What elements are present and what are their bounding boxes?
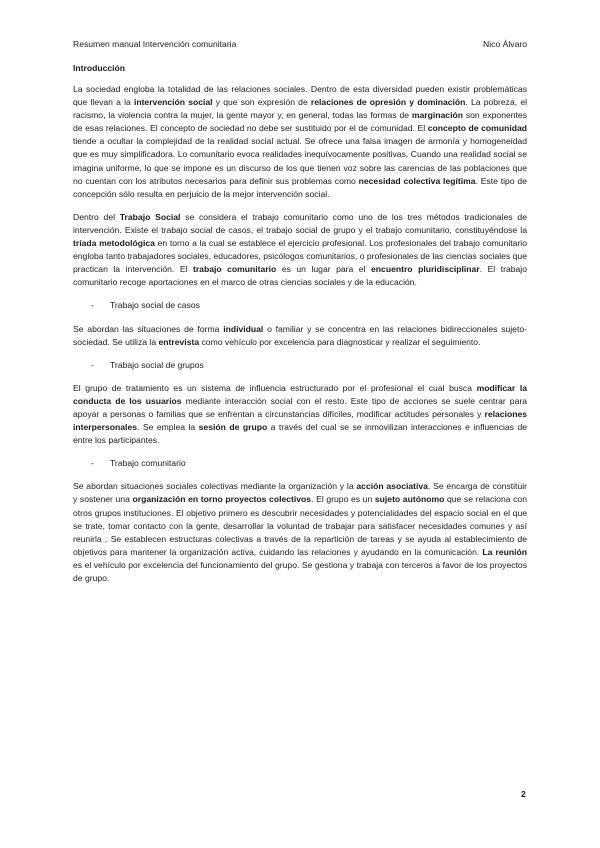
text-run: y que son expresión de xyxy=(212,97,311,108)
text-run: o familiar y se concentra en las relaciones bidireccionales sujeto-sociedad. Se utiliza la xyxy=(73,323,527,347)
bold-term: sesión de grupo xyxy=(198,422,268,433)
bold-term: entrevista xyxy=(158,336,200,347)
list-item-label: Trabajo social de casos xyxy=(110,300,200,311)
text-run: en torno a la cual se establece el ejercicio profesional. Los profesionales del trabajo comunitario engloba tanto trabajadores sociales, educadores, psicólogos comunitarios, o profesionales de las ciencias sociales que practican la intervención. El xyxy=(73,238,527,275)
text-run: son exponentes de esas relaciones. El concepto de sociedad no debe ser sustituido por el de comunidad. El xyxy=(73,110,527,134)
bullet-dash: - xyxy=(91,359,94,370)
text-run: . El grupo es un xyxy=(311,494,375,505)
bullet-dash: - xyxy=(91,458,94,469)
list-item-label: Trabajo social de grupos xyxy=(110,359,204,370)
text-run: Dentro del xyxy=(73,211,120,222)
bold-term: concepto de comunidad xyxy=(427,123,527,134)
text-run: se considera el trabajo comunitario como uno de los tres métodos tradicionales de intervención. Existe el trabajo social de casos, el trabajo social de grupo y el trabajo comunitario, constituyéndose la xyxy=(73,211,527,235)
paragraph-introduction xyxy=(73,83,527,201)
bullet-dash: - xyxy=(91,300,94,311)
list-item xyxy=(73,299,527,312)
paragraph-grupos xyxy=(73,382,527,447)
text-run: Se abordan situaciones sociales colectivas mediante la organización y la xyxy=(73,481,357,492)
list-item-label: Trabajo comunitario xyxy=(110,458,186,469)
text-run: tiende a ocultar la complejidad de la realidad social actual. Se ofrece una falsa imagen de armonía y homogeneidad que es muy simplificadora. Lo comunitario evoca realidades inequívocamente positivas. Cuando una realidad social se imagina uniforme, lo que se impone es un discurso de los que tienen voz sobre las carencias de las poblaciones que no cuentan con los atributos necesarios para definir sus problemas como xyxy=(73,136,527,186)
text-run: mediante interacción social con el resto. Este tipo de acciones se suele centrar para apoyar a personas o familias que se enfrentan a circunstancias difíciles, modificar actitudes personales y xyxy=(73,395,527,419)
bold-term: modificar la conducta de los usuarios xyxy=(73,382,527,406)
text-run: que se relaciona con otros grupos instituciones. El objetivo primero es descubrir necesidades y potencialidades del espacio social en el que se trate, tomar contacto con la gente, desarrollar la voluntad de trabajar para satisfacer necesidades comunes y así reunirla . Se establecen estructuras colectivas a través de la repartición de tareas y se ayuda al establecimiento de objetivos para mantener la organización activa, cuidando las relaciones y ayudando en la comunicación. xyxy=(73,494,527,557)
text-run: como vehículo por excelencia para diagnosticar y realizar el seguimiento. xyxy=(199,336,481,347)
document-body xyxy=(73,63,527,595)
document-title: Resumen manual Intervención comunitaria xyxy=(73,39,237,49)
bold-term: trabajo comunitario xyxy=(192,264,277,275)
text-run: a través del cual se se inmovilizan interacciones e influencias de entre los participantes. xyxy=(73,422,528,446)
bold-term: relaciones de opresión y dominación xyxy=(310,97,466,108)
bold-term: tríada metodológica xyxy=(73,238,155,249)
bold-term: sujeto autónomo xyxy=(374,494,445,505)
text-run: . Se emplea la xyxy=(137,422,199,433)
bold-term: relaciones interpersonales xyxy=(73,408,527,433)
bold-term: necesidad colectiva legítima xyxy=(358,175,476,186)
text-run: . Este tipo de concepción sólo resulta en perjuicio de la mejor intervención social. xyxy=(73,175,527,199)
bold-term: Trabajo Social xyxy=(119,211,181,222)
text-run: es el vehículo por excelencia del funcionamiento del grupo. Se gestiona y trabaja con terceros a favor de los proyectos de grupo. xyxy=(73,559,527,583)
text-run: Se abordan las situaciones de forma xyxy=(73,323,224,334)
bold-term: individual xyxy=(223,323,264,334)
paragraph-casos xyxy=(73,323,527,349)
list-item xyxy=(73,457,527,470)
bold-term: intervención social xyxy=(133,97,213,108)
bold-term: encuentro pluridisciplinar xyxy=(371,264,480,275)
text-run: El grupo de tratamiento es un sistema de influencia estructurado por el profesional el cual busca xyxy=(73,382,477,393)
paragraph-comunitario xyxy=(73,480,527,585)
bold-term: marginación xyxy=(411,110,463,121)
text-run: es un lugar para el xyxy=(276,264,372,275)
bold-term: acción asociativa xyxy=(356,481,428,492)
document-author: Nico Álvaro xyxy=(483,39,527,49)
page-number: 2 xyxy=(521,789,526,799)
list-item xyxy=(73,359,527,372)
text-run: . El trabajo comunitario recoge aportaciones en el marco de otras ciencias sociales y de la educación. xyxy=(73,264,527,288)
text-run: . Se encarga de constituir y sostener una xyxy=(73,481,527,505)
text-run: La sociedad engloba la totalidad de las relaciones sociales. Dentro de esta diversidad pueden existir problemáticas que llevan a la xyxy=(73,84,527,108)
section-heading: Introducción xyxy=(73,63,126,73)
page-header xyxy=(73,39,527,51)
bold-term: organización en torno proyectos colectivos xyxy=(132,494,312,505)
bold-term: La reunión xyxy=(482,546,527,557)
paragraph-trabajo-social xyxy=(73,211,527,290)
text-run: . La pobreza, el racismo, la violencia contra la mujer, la gente mayor y, en general, todas las formas de xyxy=(73,97,528,121)
